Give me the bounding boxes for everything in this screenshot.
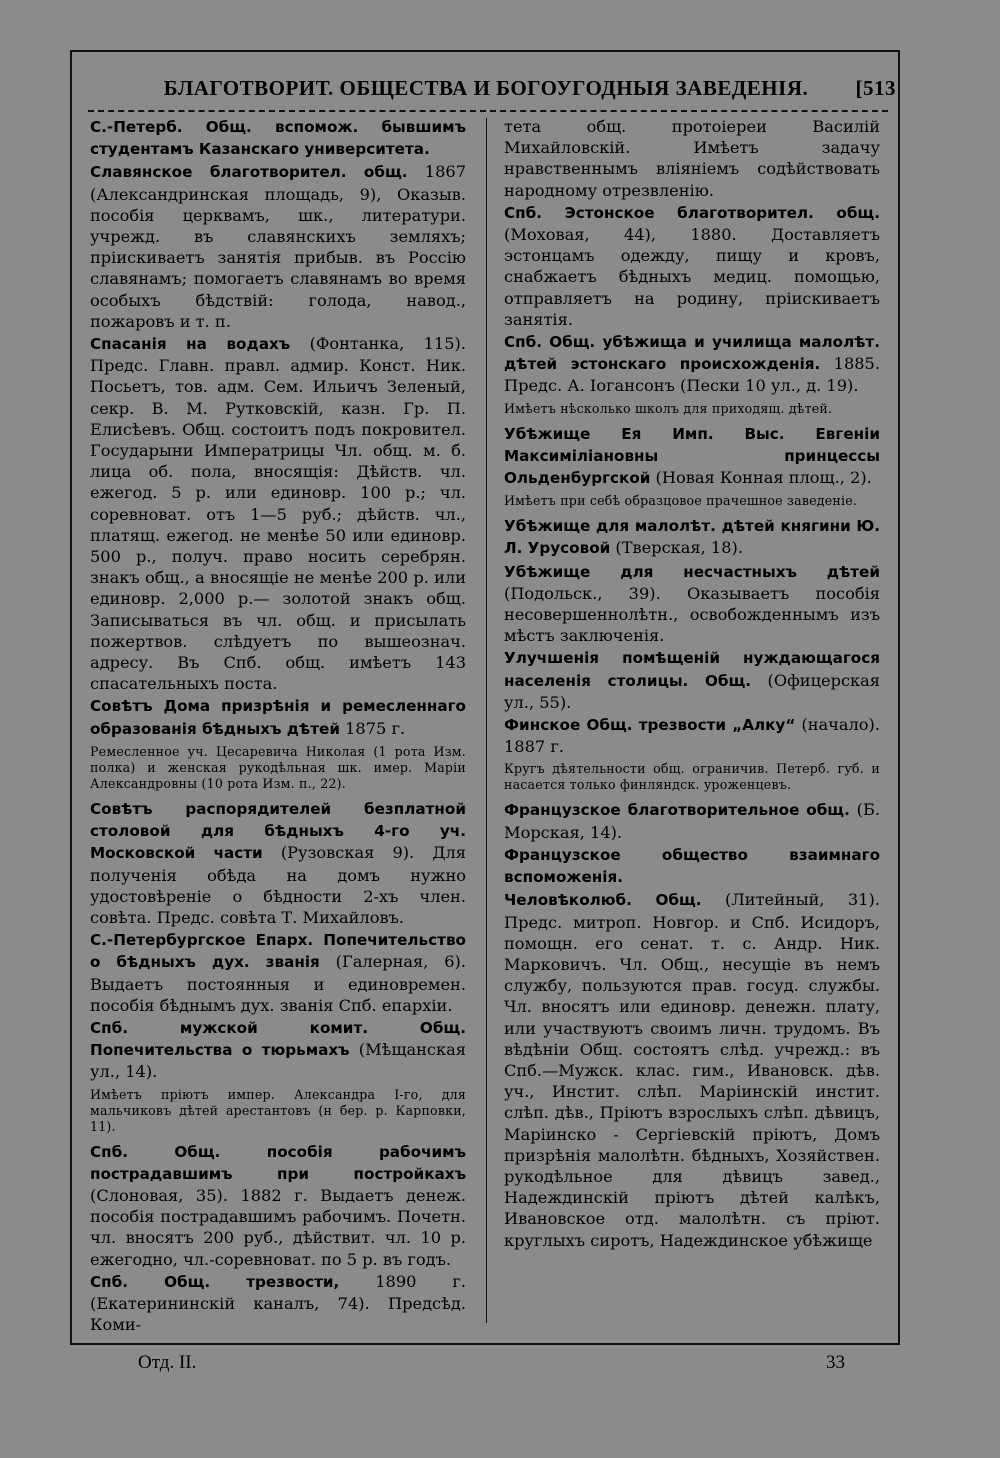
directory-entry xyxy=(504,515,880,559)
directory-entry xyxy=(90,1017,466,1083)
entry-name: Спб. Эстонское благотворител. общ. xyxy=(504,203,880,222)
entry-name: Человѣколюб. Общ. xyxy=(504,891,702,910)
directory-entry xyxy=(504,202,880,330)
entry-text: (Офицерская ул., 55). xyxy=(504,670,880,712)
entry-text: (Тверская, 18). xyxy=(610,538,743,558)
column-divider xyxy=(486,118,487,1323)
entry-name: Совѣтъ Дома призрѣнія и ремесленнаго образованія бѣдныхъ дѣтей xyxy=(90,697,466,738)
entry-text: (Рузовская 9). Для полученія обѣда на домъ нужно удостовѣреніе о бѣдности 2-хъ член. совѣта. Предс. совѣта Т. Михайловъ. xyxy=(90,843,466,927)
directory-entry xyxy=(90,116,466,160)
entry-name: Совѣтъ распорядителей безплатной столовой для бѣдныхъ 4-го уч. Московской части xyxy=(90,799,466,863)
entry-name: Убѣжище для малолѣт. дѣтей княгини Ю. Л. Урусовой xyxy=(504,517,880,558)
page-frame xyxy=(70,50,900,1345)
left-column xyxy=(90,116,466,1336)
entry-name: Убѣжище для несчастныхъ дѣтей xyxy=(504,562,880,581)
entry-name: С.-Петербургское Епарх. Попечительство о бѣдныхъ дух. званія xyxy=(90,931,466,972)
entry-text: (Подольск., 39). Оказываетъ пособія несовершеннолѣтн., освобожденнымъ изъ мѣстъ заключенія. xyxy=(504,583,880,646)
entry-name: С.-Петерб. Общ. вспомож. бывшимъ студентамъ Казанскаго университета. xyxy=(90,118,466,159)
entry-name: Финское Общ. трезвости „Алку“ xyxy=(504,716,796,735)
entry-text: (Моховая, 44), 1880. Доставляетъ эстонцамъ одежду, пищу и кровъ, снабжаетъ бѣдныхъ медиц. помощью, отправляетъ на родину, пріискиваетъ занятія. xyxy=(504,225,880,329)
entry-text: тета общ. протоіереи Василій Михайловскій. Имѣетъ задачу нравственнымъ вліяніемъ содѣйствовать народному отрезвленію. xyxy=(504,117,880,200)
directory-entry xyxy=(90,1271,466,1336)
directory-entry xyxy=(504,331,880,397)
entry-name: Спб. Общ. пособія рабочимъ пострадавшимъ при постройкахъ xyxy=(90,1142,466,1183)
running-header xyxy=(72,70,900,110)
page-footer xyxy=(0,1352,1000,1382)
entry-note: Имѣетъ нѣсколько школъ для приходящ. дѣтей. xyxy=(504,400,833,416)
entry-name: Спб. Общ. убѣжища и училища малолѣт. дѣтей эстонскаго происхожденія. xyxy=(504,333,880,374)
entry-text: (Галерная, 6). Выдаетъ постоянныя и единовремен. пособія бѣднымъ дух. званія Спб. епархіи. xyxy=(90,952,466,1015)
directory-entry xyxy=(90,929,466,1016)
entry-text: (начало). 1887 г. xyxy=(504,715,880,757)
directory-entry xyxy=(504,889,880,1250)
entry-note: Ремесленное уч. Цесаревича Николая (1 рота Изм. полка) и женская рукодѣльная шк. имер. Маріи Александровны (10 рота Изм. п., 22). xyxy=(90,743,466,791)
entry-name: Французское общество взаимнаго вспоможенія. xyxy=(504,845,880,887)
entry-name: Убѣжище Ея Имп. Выс. Евгеніи Максиміліановны принцессы Ольденбургской xyxy=(504,424,880,488)
header-rule xyxy=(88,110,888,112)
entry-text: 1867 (Александринская площадь, 9), Оказыв. пособія церквамъ, шк., литератури. учрежд. въ славянскихъ земляхъ; пріискиваетъ занятія прибыв. въ Россію славянамъ; помогаетъ славянамъ во время особыхъ бѣдствій: голода, навод., пожаровъ и т. п. xyxy=(90,162,467,331)
header-title: БЛАГОТВОРИТ. ОБЩЕСТВА И БОГОУГОДНЫЯ ЗАВЕДЕНІЯ. xyxy=(163,76,809,100)
entry-name: Французское благотворительное общ. xyxy=(504,801,850,820)
entry-text: (Фонтанка, 115). Предс. Главн. правл. адмир. Конст. Ник. Посьетъ, тов. адм. Сем. Ильичъ Зеленый, секр. В. М. Рутковскій, казн. Гр. П. Елисѣевъ. Общ. состоитъ подъ покровител. Государыни Императрицы Чл. общ. м. б. лица об. пола, вносящія: Дѣйств. чл. ежегод. 5 р. или единовр. 100 р.; чл. соревноват. отъ 1—5 руб.; дѣйств. чл., платящ. ежегод. не менѣе 50 или единовр. 500 р., получ. право носить серебрян. знакъ общ., а вносящіе не менѣе 200 р. или единовр. 2,000 р.— золотой знакъ общ. Записываться въ чл. общ. и присылать пожертвов. слѣдуетъ по вышеознач. адресу. Въ Спб. общ. имѣетъ 143 спасательныхъ поста. xyxy=(90,334,466,694)
entry-name: Спасанія на водахъ xyxy=(90,335,291,354)
directory-entry xyxy=(504,116,880,201)
page-number: [513 xyxy=(855,76,896,100)
entry-name: Спб. мужской комит. Общ. Попечительства о тюрьмахъ xyxy=(90,1018,466,1060)
directory-entry xyxy=(90,333,466,694)
entry-text: (Новая Конная площ., 2). xyxy=(650,468,872,488)
entry-name: Улучшенія помѣщеній нуждающагося населенія столицы. Общ. xyxy=(504,649,880,690)
directory-entry xyxy=(504,799,880,842)
entry-text: (Литейный, 31). Предс. митроп. Новгор. и Спб. Исидоръ, помощн. его сенат. т. с. Андр. Ник. Марковичъ. Чл. Общ., несущіе въ немъ службу, пользуются прав. госуд. службы. Чл. вносятъ или единовр. денежн. плату, или участвуютъ своимъ личн. трудомъ. Въ вѣдѣніи Общ. состоятъ слѣд. учрежд.: въ Спб.—Мужск. клас. гим., Ивановск. дѣв. уч., Инстит. слѣп. Маріинскій инстит. слѣп. дѣв., Пріютъ взрослыхъ слѣп. дѣвицъ, Маріинско - Сергіевскій пріютъ, Домъ призрѣнія малолѣтн. бѣдныхъ, Хозяйствен. рукодѣльное для дѣвицъ завед., Надеждинскій пріютъ дѣтей калѣкъ, Ивановское отд. малолѣтн. съ пріют. круглыхъ сиротъ, Надеждинское убѣжище xyxy=(504,890,880,1250)
directory-entry xyxy=(90,1141,466,1270)
directory-entry xyxy=(90,695,466,739)
entry-name: Спб. Общ. трезвости, xyxy=(90,1272,340,1291)
entry-text: (Б. Морская, 14). xyxy=(504,800,880,842)
entry-note: Имѣетъ пріютъ импер. Александра I-го, для мальчиковъ дѣтей арестантовъ (н бер. р. Карповки, 11). xyxy=(90,1086,466,1134)
entry-note: Кругъ дѣятельности общ. ограничив. Петерб. губ. и насается только финляндск. уроженцевъ. xyxy=(504,761,880,793)
entry-text: (Мѣщанская ул., 14). xyxy=(90,1040,466,1082)
directory-entry xyxy=(504,714,880,757)
directory-entry xyxy=(504,844,880,888)
footer-section: Отд. II. xyxy=(138,1352,197,1373)
entry-text: 1875 г. xyxy=(339,718,406,738)
directory-entry xyxy=(504,647,880,713)
directory-entry xyxy=(90,798,466,928)
entry-text: (Слоновая, 35). 1882 г. Выдаетъ денеж. пособія пострадавшимъ рабочимъ. Почетн. чл. вносятъ 200 руб., дѣйствит. чл. 10 р. ежегодно, чл.-соревноват. по 5 р. въ годъ. xyxy=(90,1185,466,1269)
footer-sheet-number: 33 xyxy=(826,1352,845,1373)
directory-entry xyxy=(504,561,880,647)
entry-text: 1890 г. (Екатерининскій каналъ, 74). Предсѣд. Коми- xyxy=(90,1271,466,1335)
entry-note: Имѣетъ при себѣ образцовое прачешное заведеніе. xyxy=(504,493,858,509)
directory-entry xyxy=(504,423,880,490)
entry-text: 1885. Предс. А. Іогансонъ (Пески 10 ул., д. 19). xyxy=(504,354,880,396)
right-column xyxy=(504,116,880,1252)
directory-entry xyxy=(90,161,466,332)
entry-name: Славянское благотворител. общ. xyxy=(90,163,408,182)
